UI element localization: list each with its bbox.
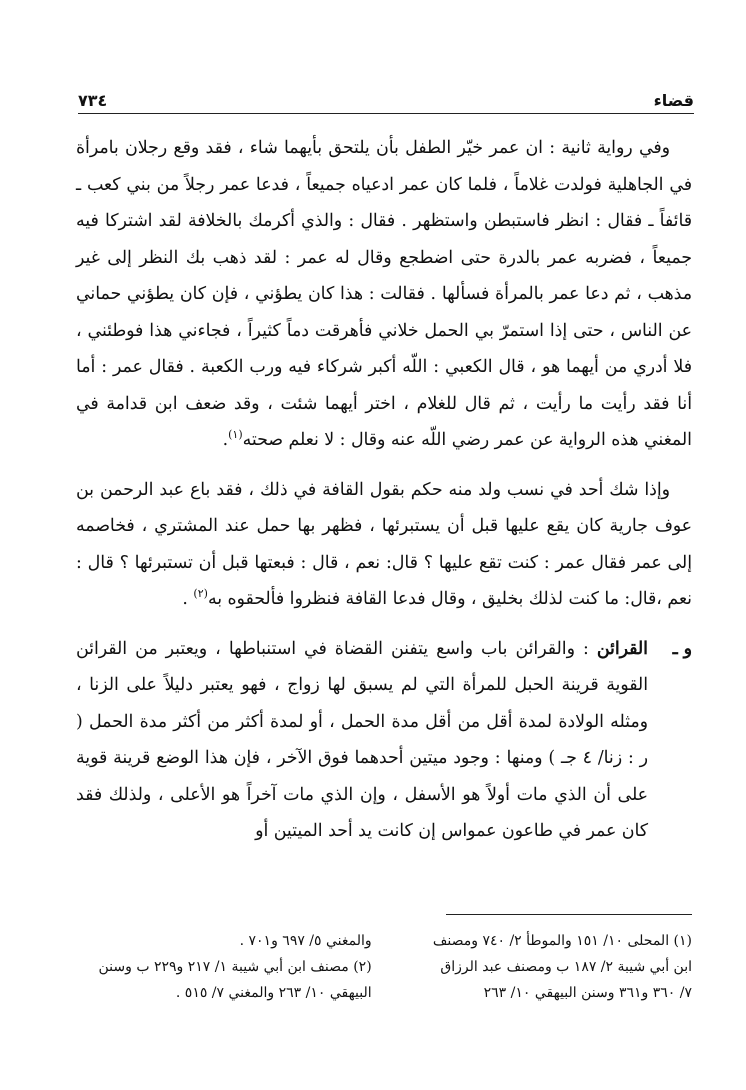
paragraph-second-end: . xyxy=(182,589,194,609)
chapter-title: قضاء xyxy=(653,91,694,110)
footnote-2-line-2: البيهقي ١٠/ ٢٦٣ والمغني ٧/ ٥١٥ . xyxy=(175,985,372,1001)
header-rule xyxy=(78,113,694,114)
footnote-column-left xyxy=(76,928,372,1006)
footnote-1-line-1: (١) المحلى ١٠/ ١٥١ والموطأ ٢/ ٧٤٠ ومصنف xyxy=(432,933,692,949)
section-heading: القرائن xyxy=(596,638,648,659)
footnote-1-continuation: والمغني ٥/ ٦٩٧ و٧٠١ . xyxy=(239,933,372,949)
footnote-column-right xyxy=(396,928,692,1006)
footnote-rule xyxy=(446,914,692,915)
section-qaraain xyxy=(76,631,692,850)
paragraph-second xyxy=(76,472,692,618)
footnote-1-line-3: ٧/ ٣٦٠ و٣٦١ وسنن البيهقي ١٠/ ٢٦٣ xyxy=(483,985,692,1001)
page-number: ٧٣٤ xyxy=(78,91,108,110)
footnote-ref-2: (٢) xyxy=(193,587,208,601)
paragraph-second-text: وإذا شك أحد في نسب ولد منه حكم بقول القافة في ذلك ، فقد باع عبد الرحمن بن عوف جارية كان يقع عليها قبل أن يستبرئها ، فظهر بها حمل عند المشتري ، فخاصمه إلى عمر فقال عمر : كنت تقع عليها ؟ قال: نعم ، قال : فبعتها قبل أن تستبرئها ؟ قال : نعم ،قال: ما كنت لذلك بخليق ، وقال فدعا القافة فنظروا فألحقوه به xyxy=(76,479,692,609)
paragraph-first-text: وفي رواية ثانية : ان عمر خيّر الطفل بأن يلتحق بأيهما شاء ، فقد وقع رجلان بامرأة في الجاهلية فولدت غلاماً ، فلما كان عمر ادعياه جميعاً ، فدعا عمر رجلاً من بني كعب ـ قائفاً ـ فقال : انظر فاستبطن واستظهر . فقال : والذي أكرمك بالخلافة لقد اشتركا فيه جميعاً ، فضربه عمر بالدرة حتى اضطجع وقال له عمر : لقد ذهب بك النظر إلى غير مذهب ، ثم دعا عمر بالمرأة فسألها . فقالت : هذا كان يطؤني ، فإن كان يطؤني حماني عن الناس ، حتى إذا استمرّ بي الحمل خلاني فأهرقت دماً كثيراً ، فجاءني هذا فوطئني ، فلا أدري من أيهما هو ، قال الكعبي : اللّه أكبر شركاء فيه ورب الكعبة . فقال عمر : أما أنا فقد رأيت ما رأيت ، ثم قال للغلام ، اختر أيهما شئت ، وقد ضعف ابن قدامة في المغني هذه الرواية عن عمر رضي اللّه عنه وقال : لا نعلم صحته xyxy=(76,138,692,450)
footnote-ref-1: (١) xyxy=(228,428,243,442)
paragraph-first xyxy=(76,130,692,459)
footnote-1-line-2: ابن أبي شيبة ٢/ ١٨٧ ب ومصنف عبد الرزاق xyxy=(440,959,692,975)
section-text: : والقرائن باب واسع يتفنن القضاة في استنباطها ، ويعتبر من القرائن القوية قرينة الحبل للمرأة التي لم يسبق لها زواج ، فهو يعتبر دليلاً على الزنا ، ومثله الولادة لمدة أقل من أقل مدة الحمل ، أو لمدة أكثر من أكثر مدة الحمل ( ر : زنا/ ٤ جـ ) ومنها : وجود ميتين أحدهما فوق الآخر ، فإن هذا الوضع قرينة قوية على أن الذي مات أولاً هو الأسفل ، وإن الذي مات آخراً هو الأعلى ، ولذلك فقد كان عمر في طاعون عمواس إن كانت يد أحد الميتين أو xyxy=(76,638,649,841)
section-letter: و ـ xyxy=(672,638,692,659)
paragraph-first-end: . xyxy=(222,430,229,450)
footnotes xyxy=(76,928,692,1006)
main-text xyxy=(76,130,692,850)
footnote-2-line-1: (٢) مصنف ابن أبي شيبة ١/ ٢١٧ و٢٢٩ ب وسنن xyxy=(98,959,372,975)
running-head xyxy=(78,88,694,110)
